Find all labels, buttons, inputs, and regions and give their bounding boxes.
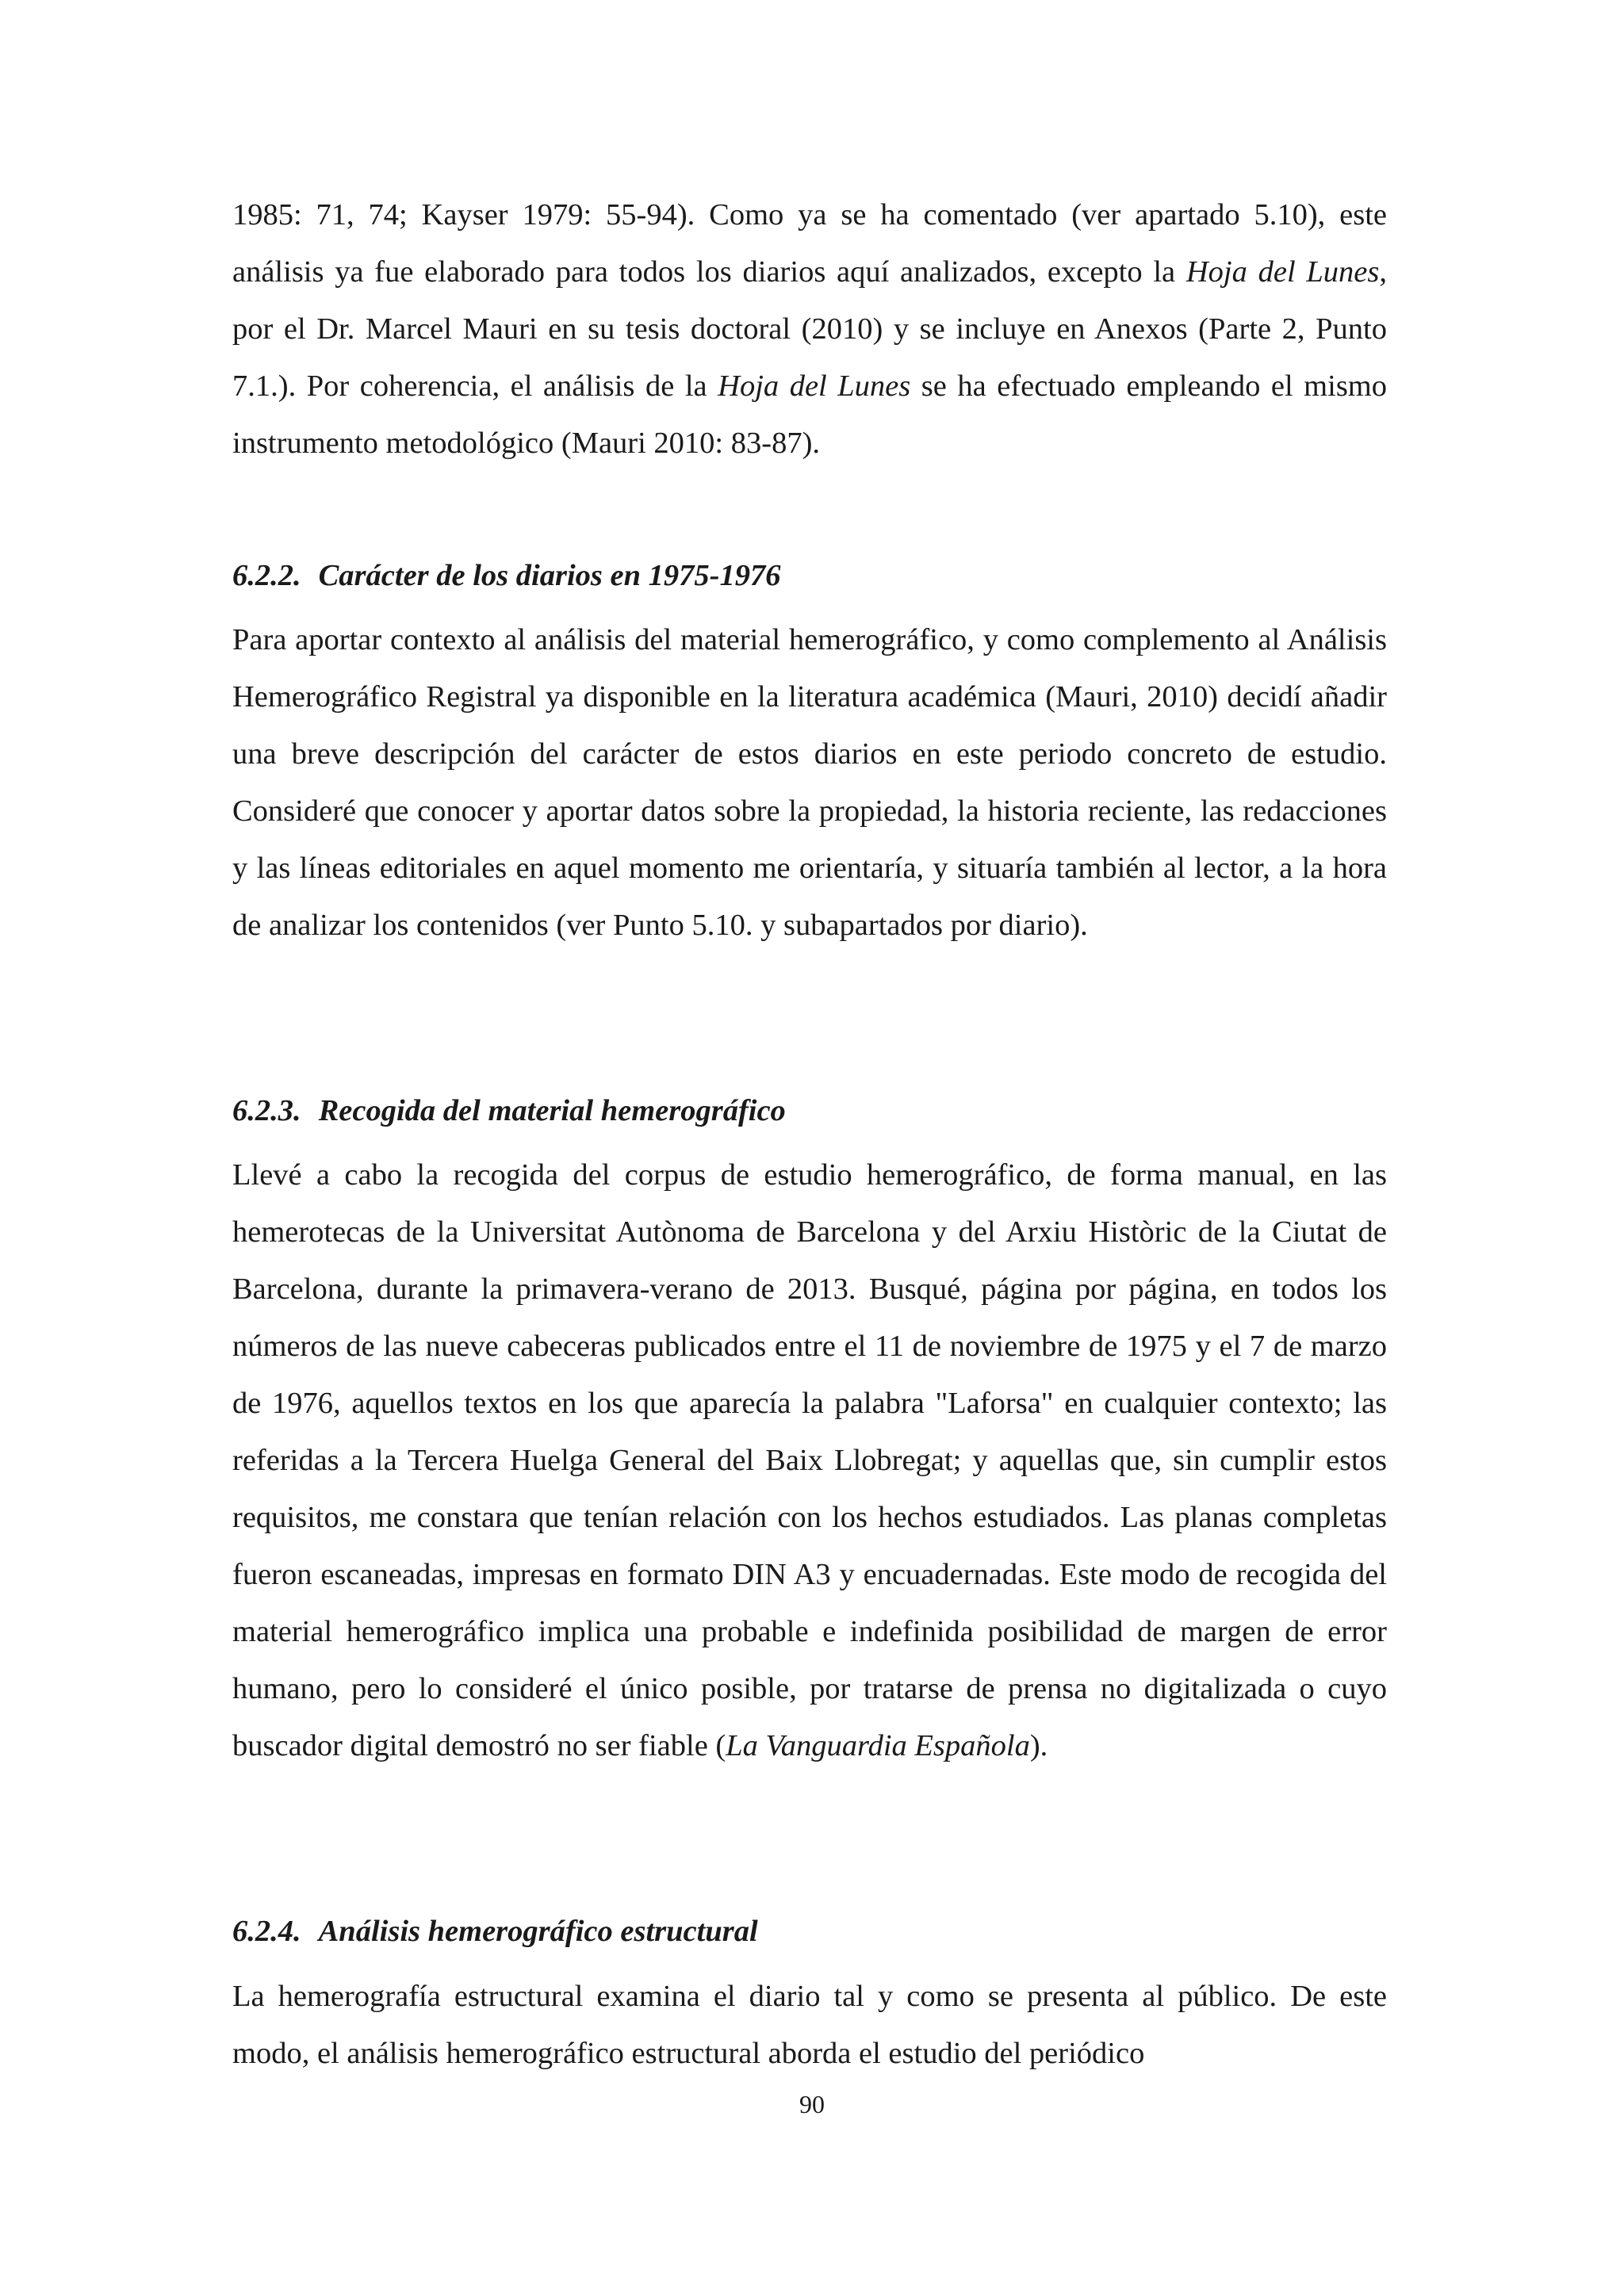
section-heading-624 [232,1903,1387,1960]
section-623-text-2: ). [1029,1729,1048,1762]
intro-italic-2: Hoja del Lunes [718,369,911,403]
section-heading-623 [232,1082,1387,1139]
section-624-text: La hemerografía estructural examina el diario tal y como se presenta al público. De este modo, el análisis hemerográfico estructural aborda el estudio del periódico [232,1980,1387,2070]
section-title: Análisis hemerográfico estructural [318,1915,758,1948]
intro-text-1: 1985: 71, 74; Kayser 1979: 55-94). Como ya se ha comentado (ver apartado 5.10), este análisis ya fue elaborado para todos los diarios aquí analizados, excepto la [232,198,1387,289]
section-number: 6.2.2. [232,559,301,592]
intro-italic-1: Hoja del Lunes [1185,255,1380,289]
intro-paragraph [232,186,1387,472]
section-623-italic: La Vanguardia Española [726,1729,1030,1762]
section-624-paragraph [232,1968,1387,2082]
intro-text-2: , por el Dr. Marcel Mauri en su tesis doctoral (2010) y se incluye en Anexos (Parte 2, Punto 7.1.). Por coherencia, el análisis de la [232,255,1387,403]
section-622-text: Para aportar contexto al análisis del material hemerográfico, y como complemento al Análisis Hemerográfico Registral ya disponible en la literatura académica (Mauri, 2010) decidí añadir una breve descripción del carácter de estos diarios en este periodo concreto de estudio. Consideré que conocer y aportar datos sobre la propiedad, la historia reciente, las redacciones y las líneas editoriales en aquel momento me orientaría, y situaría también al lector, a la hora de analizar los contenidos (ver Punto 5.10. y subapartados por diario). [232,623,1387,942]
section-number: 6.2.4. [232,1915,301,1948]
section-623-paragraph [232,1146,1387,1774]
section-622-paragraph [232,611,1387,954]
section-number: 6.2.3. [232,1094,301,1127]
intro-text-3: se ha efectuado empleando el mismo instrumento metodológico (Mauri 2010: 83-87). [232,369,1387,460]
section-title: Carácter de los diarios en 1975-1976 [318,559,781,592]
section-title: Recogida del material hemerográfico [318,1094,786,1127]
page-number: 90 [799,2090,825,2118]
section-623-text-1: Llevé a cabo la recogida del corpus de estudio hemerográfico, de forma manual, en las hemerotecas de la Universitat Autònoma de Barcelona y del Arxiu Històric de la Ciutat de Barcelona, durante la primavera-verano de 2013. Busqué, página por página, en todos los números de las nueve cabeceras publicados entre el 11 de noviembre de 1975 y el 7 de marzo de 1976, aquellos textos en los que aparecía la palabra "Laforsa" en cualquier contexto; las referidas a la Tercera Huelga General del Baix Llobregat; y aquellas que, sin cumplir estos requisitos, me constara que tenían relación con los hechos estudiados. Las planas completas fueron escaneadas, impresas en formato DIN A3 y encuadernadas. Este modo de recogida del material hemerográfico implica una probable e indefinida posibilidad de margen de error humano, pero lo consideré el único posible, por tratarse de prensa no digitalizada o cuyo buscador digital demostró no ser fiable ( [232,1158,1387,1762]
section-heading-622 [232,547,1387,604]
